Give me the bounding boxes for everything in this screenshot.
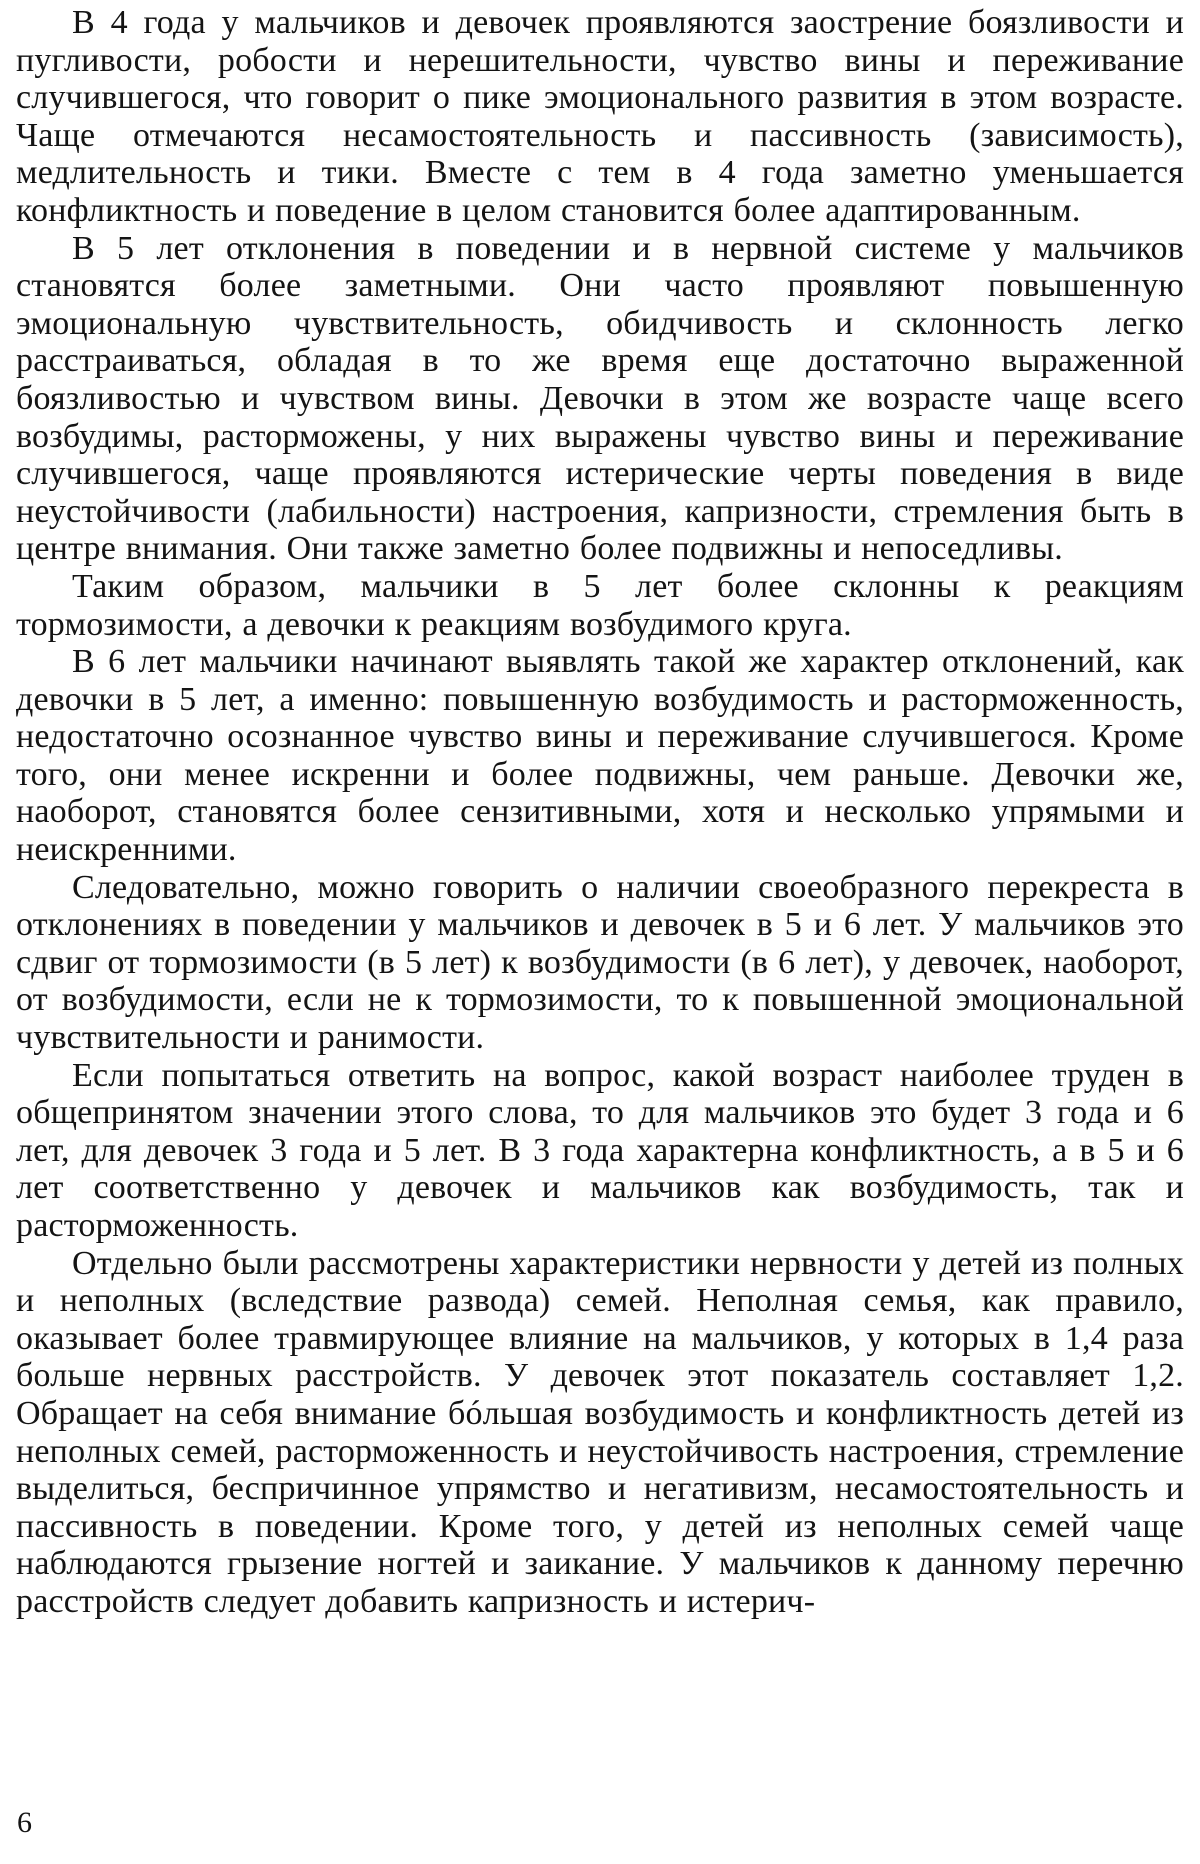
paragraph-family: Отдельно были рассмотрены характеристики нервности у детей из полных и неполных (вследствие развода) семей. Неполная семья, как правило, оказывает более травмирующее влияние на мальчиков, у которых в 1,4 раза больше нервных расстройств. У девочек этот показатель составляет 1,2. Обращает на себя внимание бóльшая возбудимость и конфликтность детей из неполных семей, расторможенность и неустойчивость настроения, стремление выделиться, беспричинное упрямство и негативизм, несамостоятельность и пассивность в поведении. Кроме того, у детей из неполных семей чаще наблюдаются грызение ногтей и заикание. У мальчиков к данному перечню расстройств следует добавить капризность и истерич- [16, 1244, 1184, 1620]
paragraph-crossover: Следовательно, можно говорить о наличии своеобразного перекреста в отклонениях в поведении у мальчиков и девочек в 5 и 6 лет. У мальчиков это сдвиг от тормозимости (в 5 лет) к возбудимости (в 6 лет), у девочек, наоборот, от возбудимости, если не к тормозимости, то к повышенной эмоциональной чувствительности и ранимости. [16, 868, 1184, 1057]
paragraph-age-6: В 6 лет мальчики начинают выявлять такой же характер отклонений, как девочки в 5 лет, а именно: повышенную возбудимость и расторможенность, недостаточно осознанное чувство вины и переживание случившегося. Кроме того, они менее искренни и более подвижны, чем раньше. Девочки же, наоборот, становятся более сензитивными, хотя и несколько упрямыми и неискренними. [16, 643, 1184, 869]
page-body [16, 4, 1184, 1621]
page-number: 6 [17, 1806, 32, 1839]
paragraph-age-4: В 4 года у мальчиков и девочек проявляются заострение боязливости и пугливости, робости и нерешительности, чувство вины и переживание случившегося, что говорит о пике эмоционального развития в этом возрасте. Чаще отмечаются несамостоятельность и пассивность (зависимость), медлительность и тики. Вместе с тем в 4 года заметно уменьшается конфликтность и поведение в целом становится более адаптированным. [16, 4, 1184, 229]
paragraph-difficult-age: Если попытаться ответить на вопрос, какой возраст наиболее труден в общепринятом значении этого слова, то для мальчиков это будет 3 года и 6 лет, для девочек 3 года и 5 лет. В 3 года характерна конфликтность, а в 5 и 6 лет соответственно у девочек и мальчиков как возбудимость, так и расторможенность. [16, 1056, 1184, 1244]
paragraph-summary-5: Таким образом, мальчики в 5 лет более склонны к реакциям тормозимости, а девочки к реакциям возбудимого круга. [16, 567, 1184, 643]
paragraph-age-5: В 5 лет отклонения в поведении и в нервной системе у мальчиков становятся более заметными. Они часто проявляют повышенную эмоциональную чувствительность, обидчивость и склонность легко расстраиваться, обладая в то же время еще достаточно выраженной боязливостью и чувством вины. Девочки в этом же возрасте чаще всего возбудимы, расторможены, у них выражены чувство вины и переживание случившегося, чаще проявляются истерические черты поведения в виде неустойчивости (лабильности) настроения, капризности, стремления быть в центре внимания. Они также заметно более подвижны и непоседливы. [16, 229, 1184, 568]
